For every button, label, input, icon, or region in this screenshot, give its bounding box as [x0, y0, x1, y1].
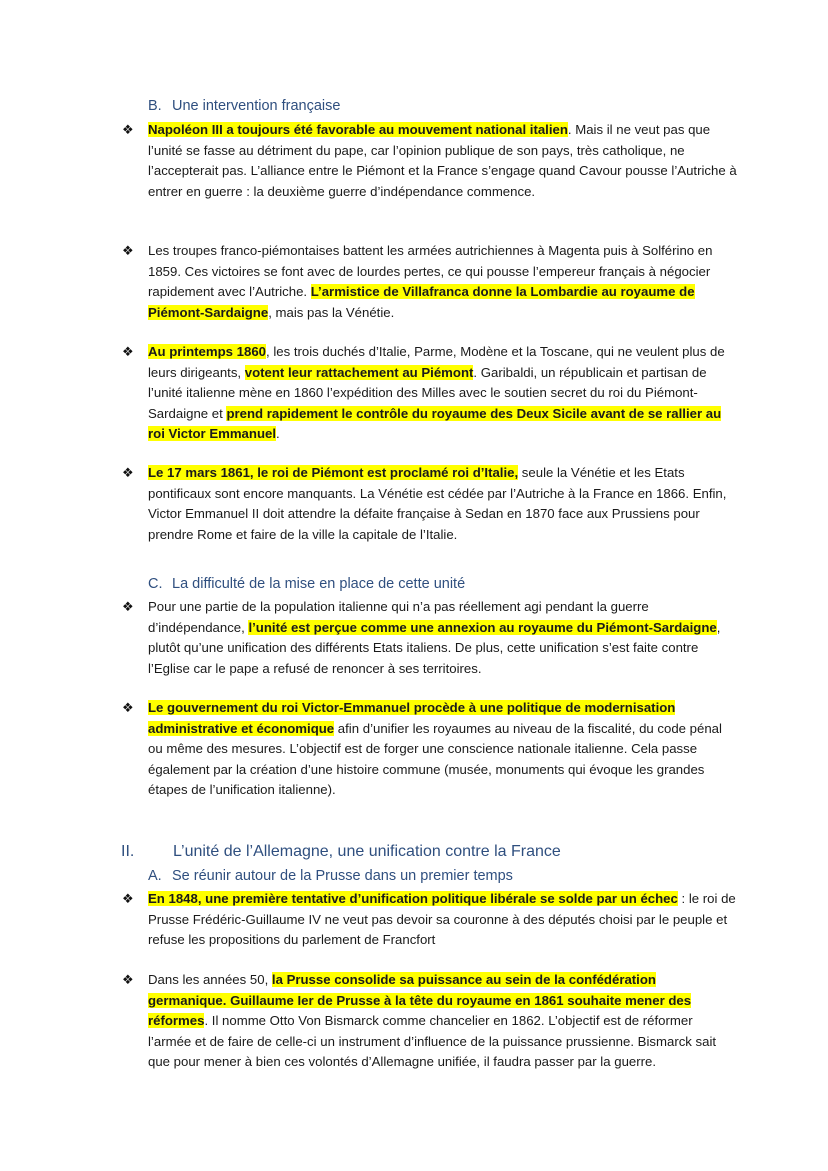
- section-b-title: Une intervention française: [172, 98, 341, 114]
- highlighted-text: Au printemps 1860: [148, 344, 266, 359]
- bullet-diamond-icon: ❖: [122, 243, 134, 258]
- body-text: : le roi de Prusse Frédéric-Guillaume IV ne veut pas devoir sa couronne à des députés choisi par le peuple et refuse les propositions du parlement de Francfort: [148, 891, 736, 947]
- section-b-heading: [148, 98, 340, 114]
- highlighted-text: Le 17 mars 1861, le roi de Piémont est proclamé roi d’Italie,: [148, 465, 519, 480]
- bullet-item-printemps-1860: [122, 342, 738, 445]
- section-a-heading: [148, 868, 513, 884]
- bullet-diamond-icon: ❖: [122, 972, 134, 987]
- body-text: seule la Vénétie et les Etats pontificaux sont encore manquants. La Vénétie est cédée par l’Autriche à la France en 1866. Enfin, Victor Emmanuel II doit attendre la défaite française à Sedan en 1870 face aux Prussiens pour prendre Rome et faire de la ville la capitale de l’Italie.: [148, 465, 727, 542]
- bullet-diamond-icon: ❖: [122, 122, 134, 137]
- section-ii-title: L’unité de l’Allemagne, une unification contre la France: [173, 843, 561, 860]
- body-text: . Garibaldi, un républicain et partisan de l’unité italienne mène en 1860 l’expédition des Milles avec le soutien secret du roi du Piémont-Sardaigne et: [148, 364, 707, 421]
- bullet-diamond-icon: ❖: [122, 700, 134, 715]
- body-text: .: [276, 426, 280, 441]
- section-c-title: La difficulté de la mise en place de cette unité: [172, 576, 466, 592]
- body-text: , les trois duchés d’Italie, Parme, Modène et la Toscane, qui ne veulent plus de leurs dirigeants,: [148, 344, 725, 380]
- section-b-number: B.: [148, 98, 162, 114]
- bullet-diamond-icon: ❖: [122, 344, 134, 359]
- highlighted-text: En 1848, une première tentative d’unification politique libérale se solde par un échec: [148, 891, 678, 906]
- bullet-item-annees-50: [122, 970, 738, 1073]
- section-ii-heading: [121, 843, 561, 861]
- highlighted-text: Napoléon III a toujours été favorable au mouvement national italien: [148, 122, 568, 137]
- paragraph: [148, 342, 738, 445]
- body-text: Dans les années 50,: [148, 972, 272, 987]
- paragraph: [148, 120, 738, 202]
- section-c-number: C.: [148, 576, 163, 592]
- body-text: Les troupes franco-piémontaises battent les armées autrichiennes à Magenta puis à Solférino en 1859. Ces victoires se font avec de lourdes pertes, ce qui pousse l’empereur français à négocier rapidement avec l’Autriche.: [148, 243, 713, 299]
- highlighted-text: l’unité est perçue comme une annexion au royaume du Piémont-Sardaigne: [248, 619, 717, 635]
- paragraph: [148, 889, 738, 951]
- highlighted-text: prend rapidement le contrôle du royaume des Deux Sicile avant de se rallier au roi Victor Emmanuel: [148, 405, 722, 441]
- section-a-number: A.: [148, 868, 162, 884]
- paragraph: [148, 241, 738, 323]
- body-text: afin d’unifier les royaumes au niveau de la fiscalité, du code pénal ou même des mesures. L’objectif est de forger une conscience nationale italienne. Cela passe également par la création d’une histoire commune (musée, monuments qui évoque les grandes étapes de l’unification italienne).: [148, 720, 722, 797]
- bullet-item-magenta: [122, 241, 738, 323]
- body-text: Pour une partie de la population italienne qui n’a pas réellement agi pendant la guerre d’indépendance,: [148, 599, 649, 635]
- body-text: , mais pas la Vénétie.: [268, 304, 395, 320]
- body-text: . Mais il ne veut pas que l’unité se fasse au détriment du pape, car l’opinion publique de son pays, très catholique, ne l’accepterait pas. L’alliance entre le Piémont et la France s’engage quand Cavour pousse l’Autriche à entrer en guerre : la deuxième guerre d’indépendance commence.: [148, 122, 737, 199]
- body-text: , plutôt qu’une unification des différents Etats italiens. De plus, cette unification s’est faite contre l’Eglise car le pape a refusé de renoncer à ses territoires.: [148, 619, 721, 676]
- bullet-diamond-icon: ❖: [122, 465, 134, 480]
- section-a-title: Se réunir autour de la Prusse dans un premier temps: [172, 868, 513, 884]
- bullet-item-annexion: [122, 597, 738, 679]
- highlighted-text: L’armistice de Villafranca donne la Lombardie au royaume de Piémont-Sardaigne: [148, 284, 695, 320]
- highlighted-text: votent leur rattachement au Piémont: [244, 364, 474, 380]
- paragraph: [148, 970, 738, 1073]
- paragraph: [148, 463, 738, 545]
- bullet-item-17-mars-1861: [122, 463, 738, 545]
- section-ii-number: II.: [121, 843, 135, 860]
- bullet-diamond-icon: ❖: [122, 891, 134, 906]
- highlighted-text: la Prusse consolide sa puissance au sein de la confédération germanique. Guillaume Ier de Prusse à la tête du royaume en 1861 souhaite mener des réformes: [148, 972, 692, 1028]
- bullet-item-gouvernement: [122, 698, 738, 801]
- bullet-item-1848: [122, 889, 738, 951]
- paragraph: [148, 597, 738, 679]
- bullet-item-napoleon: [122, 120, 738, 202]
- highlighted-text: Le gouvernement du roi Victor-Emmanuel procède à une politique de modernisation administrative et économique: [148, 700, 676, 736]
- body-text: . Il nomme Otto Von Bismarck comme chancelier en 1862. L’objectif est de réformer l’armée et de faire de celle-ci un instrument d’influence de la puissance prussienne. Bismarck sait que pour mener à bien ces volontés d’Allemagne unifiée, il faudra passer par la guerre.: [148, 1013, 717, 1069]
- bullet-diamond-icon: ❖: [122, 599, 134, 614]
- paragraph: [148, 698, 738, 801]
- section-c-heading: [148, 576, 465, 592]
